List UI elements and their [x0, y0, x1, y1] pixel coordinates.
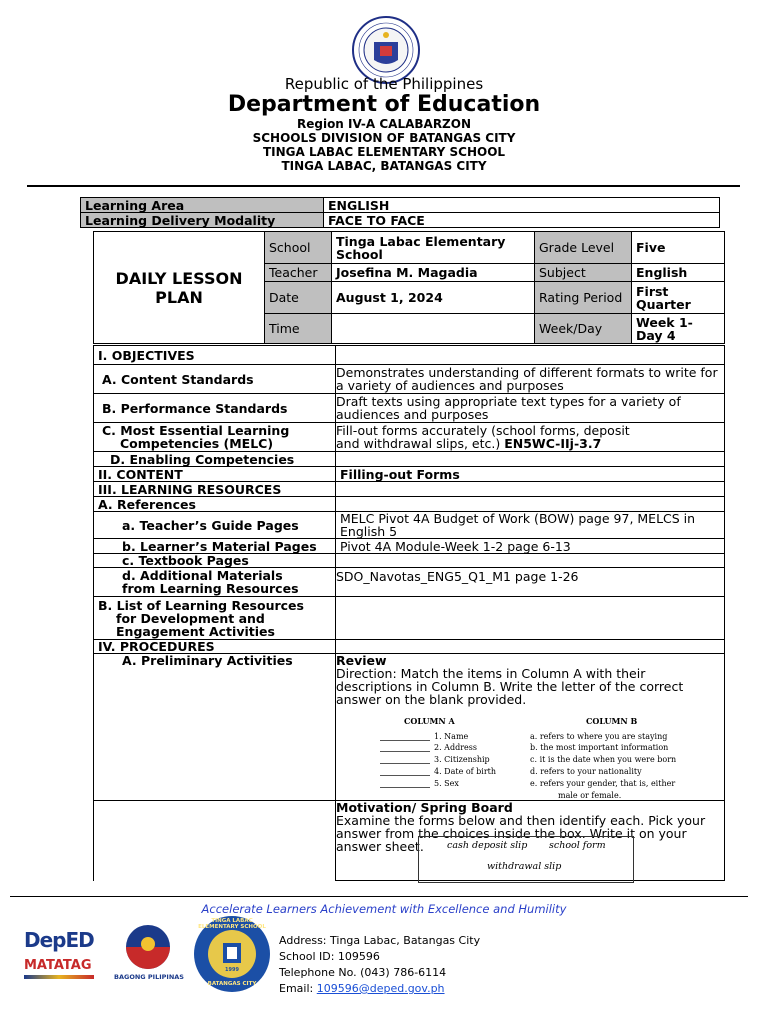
melc-value	[336, 423, 725, 452]
column-b-item: c. it is the date when you were born	[530, 755, 677, 764]
deped-matatag-logo	[24, 928, 100, 984]
column-a-item: 3. Citizenship	[434, 755, 490, 764]
textbook-pages-label: c. Textbook Pages	[94, 554, 336, 568]
learning-resources-label: III. LEARNING RESOURCES	[94, 482, 336, 497]
references-label: A. References	[94, 497, 336, 512]
preliminary-activities-label: A. Preliminary Activities	[94, 654, 336, 801]
content-value: Filling-out Forms	[336, 467, 725, 482]
column-b-item: e. refers your gender, that is, either	[530, 779, 676, 788]
date-value: August 1, 2024	[332, 282, 535, 314]
footer-school-id: School ID: 109596	[279, 950, 380, 963]
school-seal	[193, 915, 271, 993]
melc-code: EN5WC-IIj-3.7	[504, 436, 602, 451]
bagong-pilipinas-icon	[122, 924, 174, 970]
column-a-item: 4. Date of birth	[434, 767, 497, 776]
header-department: Department of Education	[227, 92, 541, 117]
review-text: Direction: Match the items in Column A with their descriptions in Column B. Write the letter of the correct answer on the blank provided.	[336, 666, 684, 707]
matatag-text: MATATAG	[24, 958, 92, 973]
header-location: TINGA LABAC, BATANGAS CITY	[281, 159, 487, 173]
footer-divider	[10, 896, 748, 897]
answer-blank	[380, 775, 430, 776]
column-a-item: 2. Address	[434, 743, 477, 752]
objectives-value	[336, 346, 725, 365]
melc-value-line1: Fill-out forms accurately (school forms, deposit	[336, 423, 630, 438]
time-value	[332, 314, 535, 344]
time-label: Time	[265, 314, 332, 344]
header-republic: Republic of the Philippines	[284, 75, 484, 93]
performance-standards-value: Draft texts using appropriate text types for a variety of audiences and purposes	[336, 394, 725, 423]
matatag-stripe	[24, 975, 94, 979]
bagong-pilipinas-logo	[112, 924, 186, 984]
bagong-pilipinas-text: BAGONG PILIPINAS	[114, 973, 184, 981]
additional-materials-label	[94, 568, 336, 597]
list-resources-line1: B. List of Learning Resources	[98, 597, 304, 613]
textbook-pages-value	[336, 554, 725, 568]
column-b-title: COLUMN B	[586, 716, 638, 726]
procedures-label: IV. PROCEDURES	[94, 640, 336, 654]
header-division: SCHOOLS DIVISION OF BATANGAS CITY	[252, 131, 516, 145]
column-b-item: a. refers to where you are staying	[530, 732, 668, 741]
answer-blank	[380, 787, 430, 788]
performance-standards-label: B. Performance Standards	[94, 394, 336, 423]
dlp-title-line1: DAILY LESSON	[115, 268, 243, 288]
week-day-label: Week/Day	[535, 314, 632, 344]
learning-area-label: Learning Area	[81, 198, 324, 213]
teachers-guide-value: MELC Pivot 4A Budget of Work (BOW) page 97, MELCS in English 5	[336, 512, 725, 539]
review-heading: Review	[336, 653, 387, 668]
footer-address: Address: Tinga Labac, Batangas City	[279, 934, 481, 947]
motivation-heading: Motivation/ Spring Board	[336, 800, 513, 815]
enabling-competencies-label: D. Enabling Competencies	[94, 452, 336, 467]
column-a-item: 5. Sex	[434, 779, 459, 788]
column-b-item: b. the most important information	[530, 743, 669, 752]
additional-materials-line2: from Learning Resources	[122, 581, 299, 596]
motivation-text: Examine the forms below and then identify each. Pick your answer from the choices inside the box. Write it on your answer sheet.	[336, 813, 706, 854]
list-resources-value	[336, 597, 725, 640]
footer-tagline: Accelerate Learners Achievement with Excellence and Humility	[201, 902, 567, 916]
column-a-title: COLUMN A	[404, 716, 455, 726]
grade-level-value: Five	[632, 232, 725, 264]
melc-label-line2: Competencies (MELC)	[120, 436, 274, 451]
column-b-item-continued: male or female.	[558, 791, 622, 800]
teacher-value: Josefina M. Magadia	[332, 264, 535, 282]
answer-blank	[380, 763, 430, 764]
additional-materials-value: SDO_Navotas_ENG5_Q1_M1 page 1-26	[336, 568, 725, 597]
melc-value-line2: and withdrawal slips, etc.)	[336, 436, 501, 451]
motivation-left-cell	[94, 801, 336, 881]
learning-resources-value	[336, 482, 725, 497]
enabling-competencies-value	[336, 452, 725, 467]
school-seal-year: 1999	[225, 967, 239, 973]
footer-email-label: Email:	[279, 982, 317, 995]
rating-period-value: First Quarter	[632, 282, 725, 314]
header-divider	[27, 185, 740, 187]
school-seal-bottom: BATANGAS CITY	[207, 981, 257, 987]
modality-label: Learning Delivery Modality	[81, 213, 324, 228]
column-row	[370, 767, 700, 778]
rating-period-label: Rating Period	[535, 282, 632, 314]
column-b-item: d. refers to your nationality	[530, 767, 642, 776]
deped-logo-text: DepED	[24, 928, 94, 952]
choices-box	[418, 836, 634, 883]
school-value: Tinga Labac Elementary School	[332, 232, 535, 264]
teachers-guide-label: a. Teacher’s Guide Pages	[94, 512, 336, 539]
additional-materials-line1: d. Additional Materials	[122, 568, 283, 583]
school-label: School	[265, 232, 332, 264]
answer-blank	[380, 740, 430, 741]
references-value	[336, 497, 725, 512]
column-row	[370, 743, 700, 754]
column-row	[370, 755, 700, 766]
learning-area-value: ENGLISH	[324, 198, 720, 213]
matching-columns	[370, 710, 700, 804]
header-region: Region IV-A CALABARZON	[296, 117, 472, 131]
date-label: Date	[265, 282, 332, 314]
learners-material-label: b. Learner’s Material Pages	[94, 539, 336, 554]
objectives-label: I. OBJECTIVES	[94, 346, 336, 365]
answer-blank	[380, 751, 430, 752]
column-a-item: 1. Name	[434, 732, 469, 741]
content-standards-value: Demonstrates understanding of different formats to write for a variety of audiences and purposes	[336, 365, 725, 394]
dlp-title-line2: PLAN	[155, 287, 203, 307]
list-resources-label	[94, 597, 336, 640]
grade-level-label: Grade Level	[535, 232, 632, 264]
content-standards-label: A. Content Standards	[94, 365, 336, 394]
column-row	[370, 779, 700, 790]
deped-seal-icon	[352, 16, 420, 84]
header-school: TINGA LABAC ELEMENTARY SCHOOL	[262, 145, 506, 159]
school-seal-text: TINGA LABAC ELEMENTARY SCHOOL	[198, 918, 266, 930]
content-label: II. CONTENT	[94, 467, 336, 482]
subject-value: English	[632, 264, 725, 282]
list-resources-line3: Engagement Activities	[116, 623, 275, 639]
melc-label-line1: C. Most Essential Learning	[102, 423, 290, 438]
choice-withdrawal-slip: withdrawal slip	[487, 861, 562, 872]
teacher-label: Teacher	[265, 264, 332, 282]
footer-email-link[interactable]: 109596@deped.gov.ph	[316, 982, 445, 995]
subject-label: Subject	[535, 264, 632, 282]
learners-material-value: Pivot 4A Module-Week 1-2 page 6-13	[336, 539, 725, 554]
procedures-value	[336, 640, 725, 654]
footer-email-line	[279, 982, 445, 995]
dlp-info-table	[93, 231, 725, 344]
dlp-title	[94, 232, 265, 344]
footer-telephone: Telephone No. (043) 786-6114	[279, 966, 447, 979]
choice-school-form: school form	[549, 840, 606, 851]
melc-label	[94, 423, 336, 452]
choice-cash-deposit-slip: cash deposit slip	[447, 840, 528, 851]
week-day-value: Week 1- Day 4	[632, 314, 725, 344]
modality-value: FACE TO FACE	[324, 213, 720, 228]
learning-area-table	[80, 197, 720, 228]
list-resources-line2: for Development and	[116, 610, 265, 626]
column-row	[370, 732, 700, 743]
